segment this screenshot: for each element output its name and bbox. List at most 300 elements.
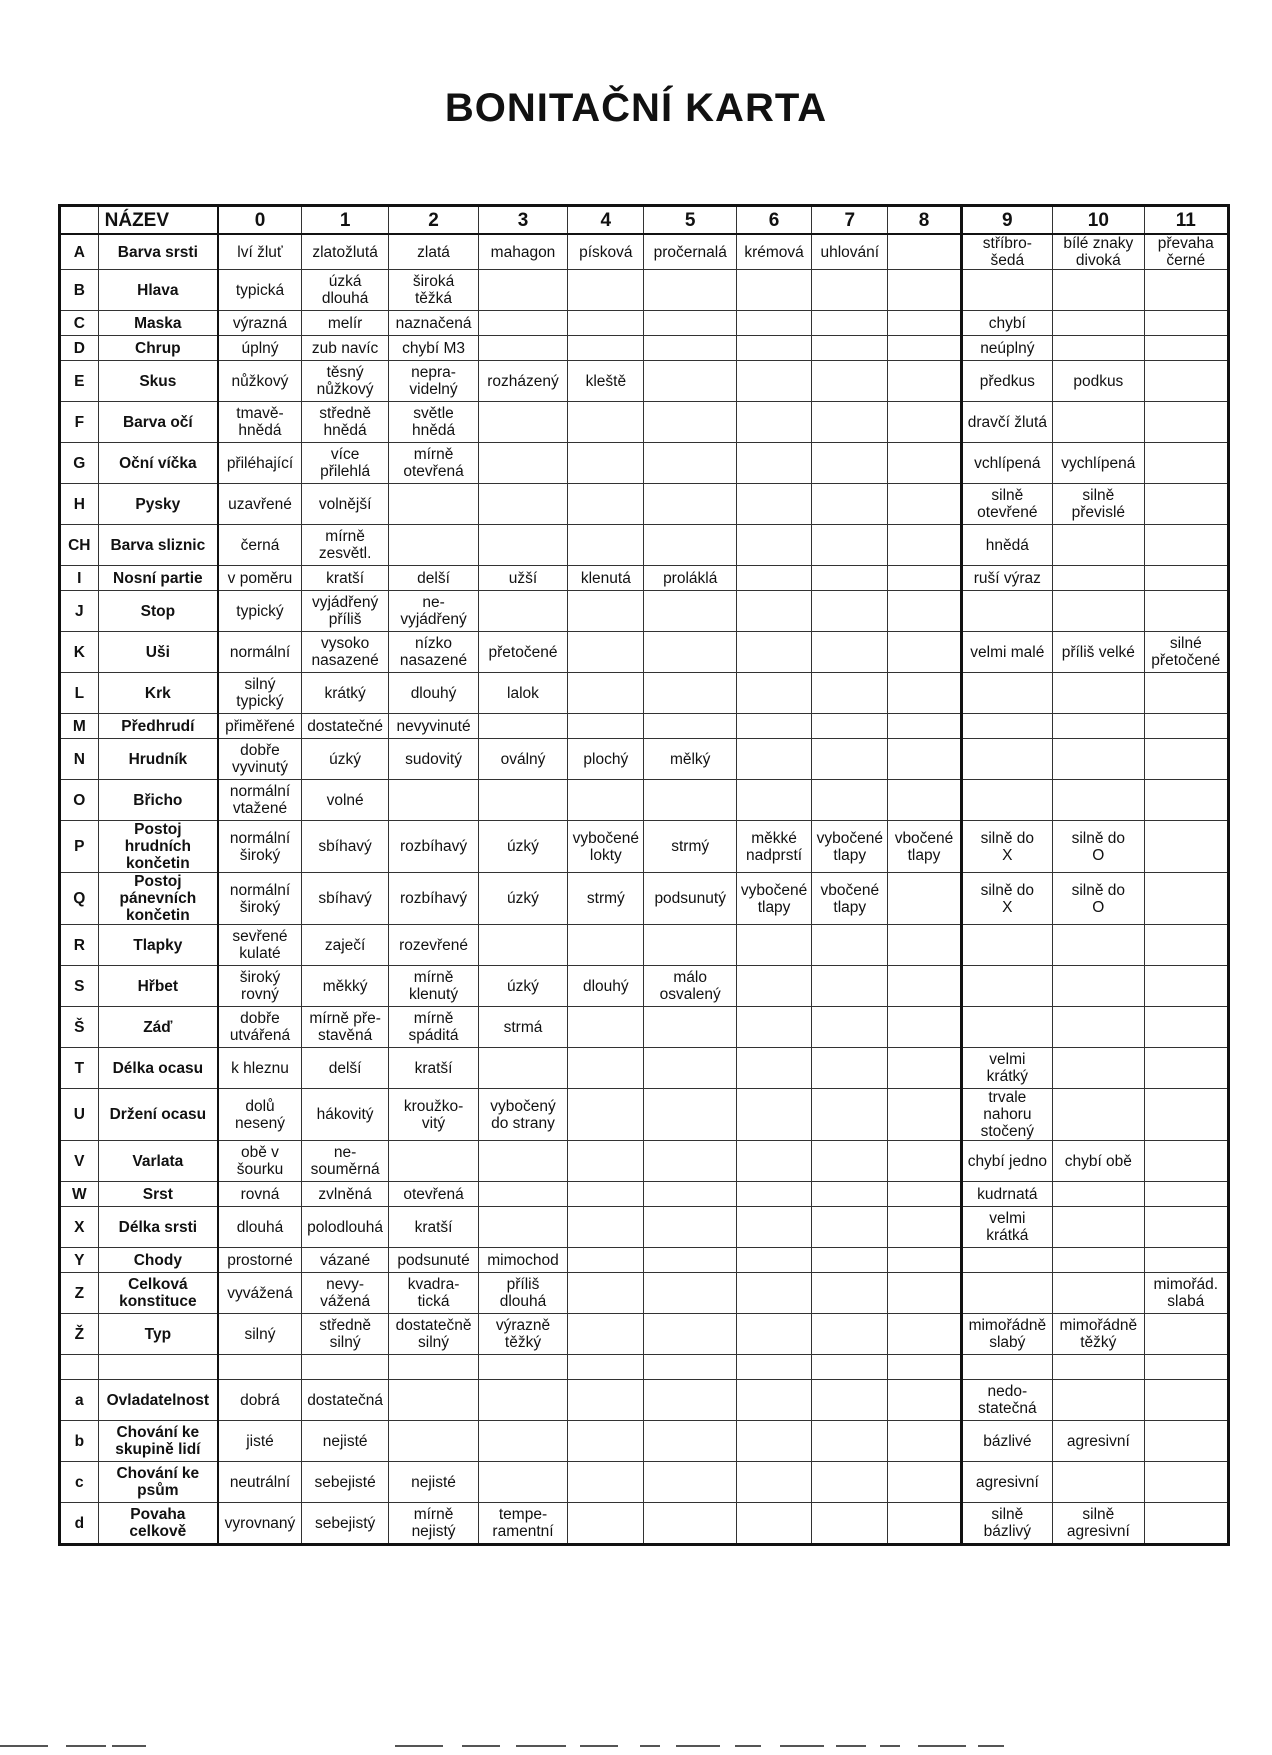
table-cell [888,1273,961,1314]
table-cell: prostorné [218,1248,301,1273]
table-cell [888,632,961,673]
row-code: L [60,673,99,714]
table-cell: příliš dlouhá [478,1273,567,1314]
table-cell [736,673,811,714]
table-cell: podsunuté [389,1248,478,1273]
table-cell [736,966,811,1007]
header-col-2: 2 [389,206,478,235]
table-cell: rozházený [478,361,567,402]
table-cell [888,336,961,361]
table-cell: úzký [301,739,388,780]
table-cell: volnější [301,484,388,525]
table-cell: mírně spáditá [389,1007,478,1048]
table-cell [478,402,567,443]
table-cell: nedo- statečná [961,1380,1052,1421]
table-cell [1053,714,1144,739]
table-cell: typická [218,270,301,311]
table-row [60,1007,1229,1048]
bonitation-table [58,204,1230,1546]
table-cell: silné přetočené [1144,632,1228,673]
row-name: Hlava [98,270,218,311]
row-name: Chody [98,1248,218,1273]
table-cell [812,1141,888,1182]
table-cell [961,591,1052,632]
header-col-1: 1 [301,206,388,235]
row-name: Barva očí [98,402,218,443]
table-cell [812,361,888,402]
table-cell [644,714,737,739]
table-cell [1144,780,1228,821]
table-cell [736,1248,811,1273]
table-cell: nepra- videlný [389,361,478,402]
row-code: Ž [60,1314,99,1355]
header-col-11: 11 [1144,206,1228,235]
header-row [60,206,1229,235]
table-cell [478,714,567,739]
table-cell [1144,1248,1228,1273]
header-col-6: 6 [736,206,811,235]
row-name: Postoj hrudních končetin [98,821,218,873]
table-cell [1053,1007,1144,1048]
table-cell: mírně otevřená [389,443,478,484]
table-cell: silně do O [1053,873,1144,925]
table-cell [644,311,737,336]
table-cell: krátký [301,673,388,714]
table-cell [644,336,737,361]
table-cell: příliš velké [1053,632,1144,673]
table-cell [568,632,644,673]
table-cell: sebejistý [301,1503,388,1545]
table-cell: sbíhavý [301,873,388,925]
table-cell [644,1089,737,1141]
table-cell: velmi malé [961,632,1052,673]
table-cell: normální široký [218,873,301,925]
table-cell: ne- souměrná [301,1141,388,1182]
table-cell: uzavřené [218,484,301,525]
table-cell [1144,1141,1228,1182]
table-cell [961,925,1052,966]
table-cell [1053,966,1144,1007]
table-cell [1144,443,1228,484]
table-cell [736,1182,811,1207]
table-cell [736,739,811,780]
table-cell [736,1421,811,1462]
row-code: K [60,632,99,673]
table-cell: nejisté [301,1421,388,1462]
table-cell [1053,1089,1144,1141]
table-cell: zub navíc [301,336,388,361]
table-cell: kratší [389,1207,478,1248]
row-name: Chování ke skupině lidí [98,1421,218,1462]
table-cell: silně do O [1053,821,1144,873]
table-cell: vybočený do strany [478,1089,567,1141]
table-cell: silně do X [961,873,1052,925]
table-cell [1053,1207,1144,1248]
table-cell [888,1355,961,1380]
table-cell: sebejisté [301,1462,388,1503]
table-cell [389,1355,478,1380]
table-cell: plochý [568,739,644,780]
row-code: Y [60,1248,99,1273]
row-name: Délka ocasu [98,1048,218,1089]
table-cell [888,1182,961,1207]
row-code: J [60,591,99,632]
table-cell [568,336,644,361]
table-cell [478,525,567,566]
table-cell: silně agresivní [1053,1503,1144,1545]
table-cell: uhlování [812,234,888,270]
table-cell [1144,525,1228,566]
table-row [60,1207,1229,1248]
table-cell [736,1089,811,1141]
table-cell: široká těžká [389,270,478,311]
table-cell [812,484,888,525]
table-row [60,1089,1229,1141]
row-code: A [60,234,99,270]
table-cell: kleště [568,361,644,402]
table-cell [736,714,811,739]
table-cell [736,443,811,484]
table-cell [888,1462,961,1503]
header-col-10: 10 [1053,206,1144,235]
table-cell [1144,925,1228,966]
table-cell [1144,566,1228,591]
table-cell [389,780,478,821]
table-cell [812,714,888,739]
table-cell [478,1048,567,1089]
table-cell [1144,1421,1228,1462]
table-cell [812,1462,888,1503]
table-cell: písková [568,234,644,270]
table-cell: melír [301,311,388,336]
table-cell [1053,673,1144,714]
table-row [60,1314,1229,1355]
row-code: b [60,1421,99,1462]
table-cell [736,591,811,632]
table-cell [736,525,811,566]
table-cell: sevřené kulaté [218,925,301,966]
row-name: Postoj pánevních končetin [98,873,218,925]
table-cell [478,1141,567,1182]
table-cell: mimořádně slabý [961,1314,1052,1355]
table-cell [1144,402,1228,443]
table-cell [736,780,811,821]
table-cell: volné [301,780,388,821]
table-cell [888,361,961,402]
table-cell [1053,1182,1144,1207]
table-cell [888,1089,961,1141]
table-cell: sbíhavý [301,821,388,873]
table-cell: přiměřené [218,714,301,739]
table-cell [644,1314,737,1355]
table-cell: přetočené [478,632,567,673]
table-cell: rozbíhavý [389,873,478,925]
row-name: Barva sliznic [98,525,218,566]
table-cell [812,566,888,591]
table-cell: podkus [1053,361,1144,402]
table-cell: dlouhá [218,1207,301,1248]
table-cell [812,780,888,821]
table-cell [812,1380,888,1421]
table-row [60,821,1229,873]
table-cell: jisté [218,1421,301,1462]
table-cell [1053,311,1144,336]
table-row [60,925,1229,966]
row-code: S [60,966,99,1007]
row-name: Barva srsti [98,234,218,270]
table-cell [478,925,567,966]
table-cell [1053,925,1144,966]
header-col-4: 4 [568,206,644,235]
table-cell: výrazně těžký [478,1314,567,1355]
table-cell [1053,1462,1144,1503]
table-cell [644,780,737,821]
table-cell [644,925,737,966]
table-cell: neúplný [961,336,1052,361]
table-cell [1053,1048,1144,1089]
table-cell: agresivní [961,1462,1052,1503]
row-code: Š [60,1007,99,1048]
table-cell [736,632,811,673]
table-cell [736,1462,811,1503]
table-cell [736,270,811,311]
row-code: M [60,714,99,739]
row-name: Varlata [98,1141,218,1182]
table-cell [1144,739,1228,780]
table-cell [888,780,961,821]
table-cell [644,484,737,525]
row-code: D [60,336,99,361]
table-cell [568,484,644,525]
table-cell: vyjádřený příliš [301,591,388,632]
table-cell [644,525,737,566]
table-cell [568,714,644,739]
table-cell [888,484,961,525]
table-row [60,780,1229,821]
table-row [60,361,1229,402]
table-cell [568,673,644,714]
table-cell [568,1462,644,1503]
table-row [60,1182,1229,1207]
table-cell [812,591,888,632]
table-cell: úzký [478,873,567,925]
table-cell: nízko nasazené [389,632,478,673]
table-cell: převaha černé [1144,234,1228,270]
table-cell: oválný [478,739,567,780]
table-cell: dlouhý [568,966,644,1007]
table-cell: mimořádně těžký [1053,1314,1144,1355]
table-cell [888,1048,961,1089]
table-cell [389,525,478,566]
header-col-8: 8 [888,206,961,235]
table-cell: nůžkový [218,361,301,402]
table-cell [1144,1182,1228,1207]
table-cell [961,270,1052,311]
table-row [60,714,1229,739]
table-cell: vbočené tlapy [888,821,961,873]
table-cell [888,566,961,591]
table-cell [812,1355,888,1380]
table-cell: velmi krátký [961,1048,1052,1089]
row-name: Srst [98,1182,218,1207]
table-cell: normální široký [218,821,301,873]
table-cell: silně otevřené [961,484,1052,525]
table-row [60,1355,1229,1380]
row-code: P [60,821,99,873]
row-code: Z [60,1273,99,1314]
row-name: Oční víčka [98,443,218,484]
header-name-cell: NÁZEV [98,206,218,235]
table-cell [568,270,644,311]
table-cell [568,1007,644,1048]
table-cell: tmavě- hnědá [218,402,301,443]
row-code: E [60,361,99,402]
table-cell [644,1355,737,1380]
table-cell [1053,1380,1144,1421]
table-cell: dostatečné [301,714,388,739]
table-cell: stříbro- šedá [961,234,1052,270]
table-cell: dobrá [218,1380,301,1421]
table-cell [568,1089,644,1141]
table-cell: chybí [961,311,1052,336]
table-cell: měkký [301,966,388,1007]
row-code: B [60,270,99,311]
table-cell: více přilehlá [301,443,388,484]
table-cell [961,966,1052,1007]
table-cell [736,361,811,402]
table-cell: dostatečně silný [389,1314,478,1355]
row-name: Chrup [98,336,218,361]
table-cell [568,1503,644,1545]
table-cell: zlatožlutá [301,234,388,270]
table-cell [812,673,888,714]
table-row [60,566,1229,591]
row-code: U [60,1089,99,1141]
row-code: CH [60,525,99,566]
table-cell: pročernalá [644,234,737,270]
table-row [60,402,1229,443]
table-cell: mírně zesvětl. [301,525,388,566]
table-cell [1053,566,1144,591]
table-cell: mimořád. slabá [1144,1273,1228,1314]
table-row [60,234,1229,270]
row-code: d [60,1503,99,1545]
table-cell: málo osvalený [644,966,737,1007]
table-cell [888,1207,961,1248]
table-cell [478,1207,567,1248]
table-cell [644,1462,737,1503]
table-cell [644,1207,737,1248]
table-cell [888,270,961,311]
table-row [60,632,1229,673]
row-name: Hrudník [98,739,218,780]
table-cell: polodlouhá [301,1207,388,1248]
table-cell [644,673,737,714]
table-cell [888,966,961,1007]
table-row [60,1421,1229,1462]
table-cell [812,336,888,361]
row-name: Chování ke psům [98,1462,218,1503]
table-cell [888,591,961,632]
row-name: Tlapky [98,925,218,966]
header-col-7: 7 [812,206,888,235]
table-cell: rozevřené [389,925,478,966]
table-cell: k hleznu [218,1048,301,1089]
table-cell: v poměru [218,566,301,591]
row-name: Skus [98,361,218,402]
table-cell: světle hnědá [389,402,478,443]
table-cell: rovná [218,1182,301,1207]
document-title: BONITAČNÍ KARTA [444,86,828,130]
table-cell [812,632,888,673]
table-cell: delší [389,566,478,591]
table-cell: strmá [478,1007,567,1048]
row-code [60,1355,99,1380]
table-cell: zlatá [389,234,478,270]
row-code: R [60,925,99,966]
table-cell [644,591,737,632]
table-cell [478,484,567,525]
table-cell: kvadra- tická [389,1273,478,1314]
table-cell [644,1048,737,1089]
table-cell [961,1355,1052,1380]
table-cell [812,270,888,311]
header-col-5: 5 [644,206,737,235]
table-cell: výrazná [218,311,301,336]
table-cell: kudrnatá [961,1182,1052,1207]
table-cell: lví žluť [218,234,301,270]
table-cell: kroužko- vitý [389,1089,478,1141]
table-row [60,1380,1229,1421]
table-cell [644,1421,737,1462]
table-cell [736,1141,811,1182]
header-col-9: 9 [961,206,1052,235]
table-cell: chybí jedno [961,1141,1052,1182]
row-code: I [60,566,99,591]
table-cell [812,1007,888,1048]
table-cell: trvale nahoru stočený [961,1089,1052,1141]
table-cell [1144,311,1228,336]
table-cell [478,336,567,361]
table-cell [389,484,478,525]
table-cell [478,311,567,336]
table-cell [1144,821,1228,873]
table-cell [1144,484,1228,525]
table-cell [1144,1355,1228,1380]
table-cell [1053,402,1144,443]
table-cell [888,1007,961,1048]
table-cell: naznačená [389,311,478,336]
row-name: Pysky [98,484,218,525]
table-cell: kratší [301,566,388,591]
table-row [60,1462,1229,1503]
row-name: Nosní partie [98,566,218,591]
table-cell [736,1048,811,1089]
table-cell [736,1355,811,1380]
table-cell: mírně nejistý [389,1503,478,1545]
table-cell [812,525,888,566]
table-cell: vychlípená [1053,443,1144,484]
table-cell [568,443,644,484]
table-cell [644,1248,737,1273]
table-cell [568,1248,644,1273]
row-name: Typ [98,1314,218,1355]
table-cell [478,1421,567,1462]
table-cell [736,484,811,525]
header-code-cell [60,206,99,235]
table-cell [568,1048,644,1089]
table-cell [888,673,961,714]
